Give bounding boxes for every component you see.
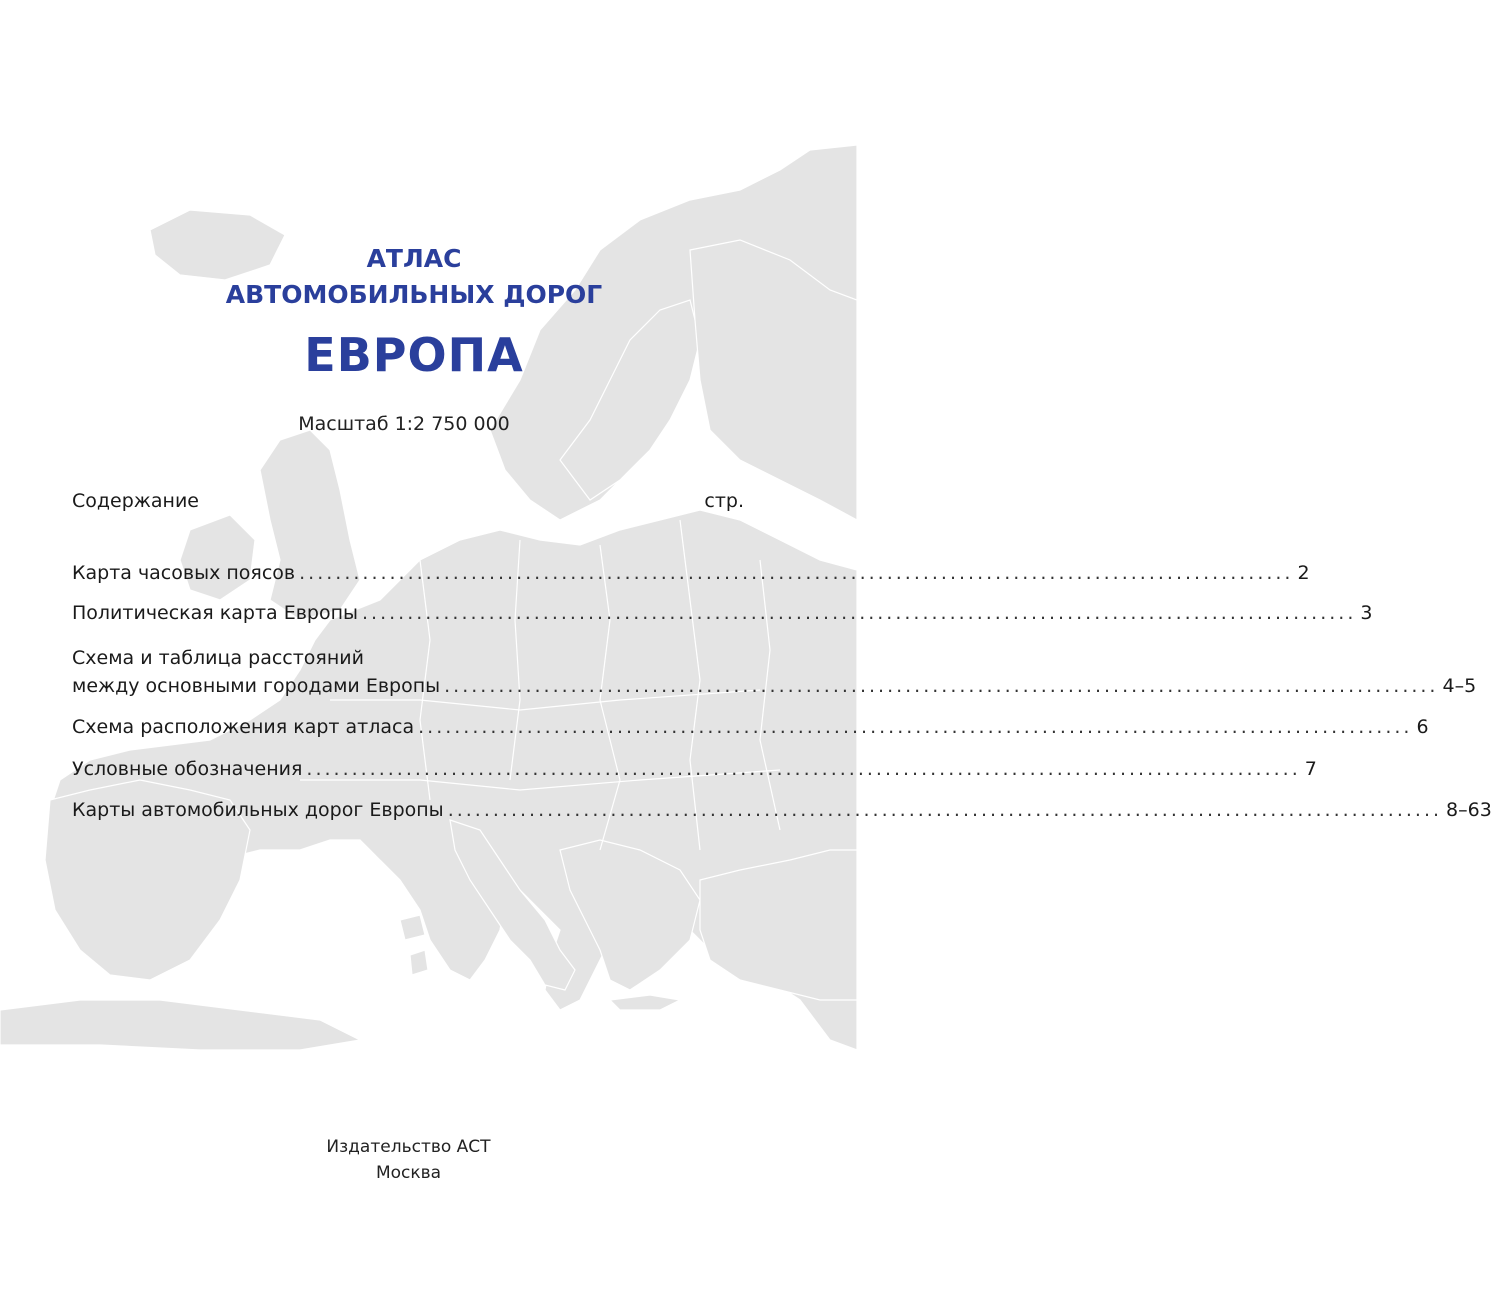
toc-item-page: 4–5: [1442, 675, 1477, 697]
toc-item-page: 6: [1416, 716, 1429, 738]
publisher-name: Издательство АСТ: [326, 1137, 491, 1157]
atlas-subtitle: АВТОМОБИЛЬНЫХ ДОРОГ: [225, 280, 603, 309]
toc-item-page: 7: [1304, 758, 1317, 780]
publisher-city: Москва: [375, 1163, 442, 1183]
toc-header-title: Содержание: [72, 490, 199, 512]
toc-item-page: 3: [1360, 602, 1373, 624]
toc-item-page: 8–63: [1446, 799, 1492, 821]
toc-item-label: Условные обозначения: [72, 758, 303, 780]
toc-item-label: Схема расположения карт атласа: [72, 716, 415, 738]
toc-item[interactable]: [72, 600, 1373, 626]
toc-dot-leader: ..............................................................................................................: [299, 562, 1294, 584]
toc-item[interactable]: [72, 560, 1310, 586]
toc-item[interactable]: [72, 673, 1477, 699]
toc-item-label: между основными городами Европы: [72, 675, 441, 697]
toc-dot-leader: ..............................................................................................................: [362, 602, 1357, 624]
toc-item[interactable]: [72, 797, 1492, 823]
toc-dot-leader: ..............................................................................................................: [418, 716, 1413, 738]
toc-dot-leader: ..............................................................................................................: [447, 799, 1443, 821]
toc-header-page: стр.: [704, 490, 744, 512]
toc-item-label: Политическая карта Европы: [72, 602, 359, 624]
toc-item-page: 2: [1297, 562, 1310, 584]
toc-item-label: Карта часовых поясов: [72, 562, 296, 584]
atlas-title: АТЛАС: [366, 244, 462, 273]
scale-label: Масштаб 1:2 750 000: [298, 413, 510, 435]
toc-item-label-line1: Схема и таблица расстояний: [72, 647, 364, 669]
toc-item-label: Карты автомобильных дорог Европы: [72, 799, 444, 821]
region-title: ЕВРОПА: [304, 328, 524, 382]
toc-item[interactable]: [72, 756, 1317, 782]
toc-header: [72, 490, 744, 512]
toc-item[interactable]: [72, 645, 744, 671]
toc-dot-leader: ..............................................................................................................: [444, 675, 1439, 697]
toc-dot-leader: ..............................................................................................................: [306, 758, 1301, 780]
toc-item[interactable]: [72, 714, 1429, 740]
